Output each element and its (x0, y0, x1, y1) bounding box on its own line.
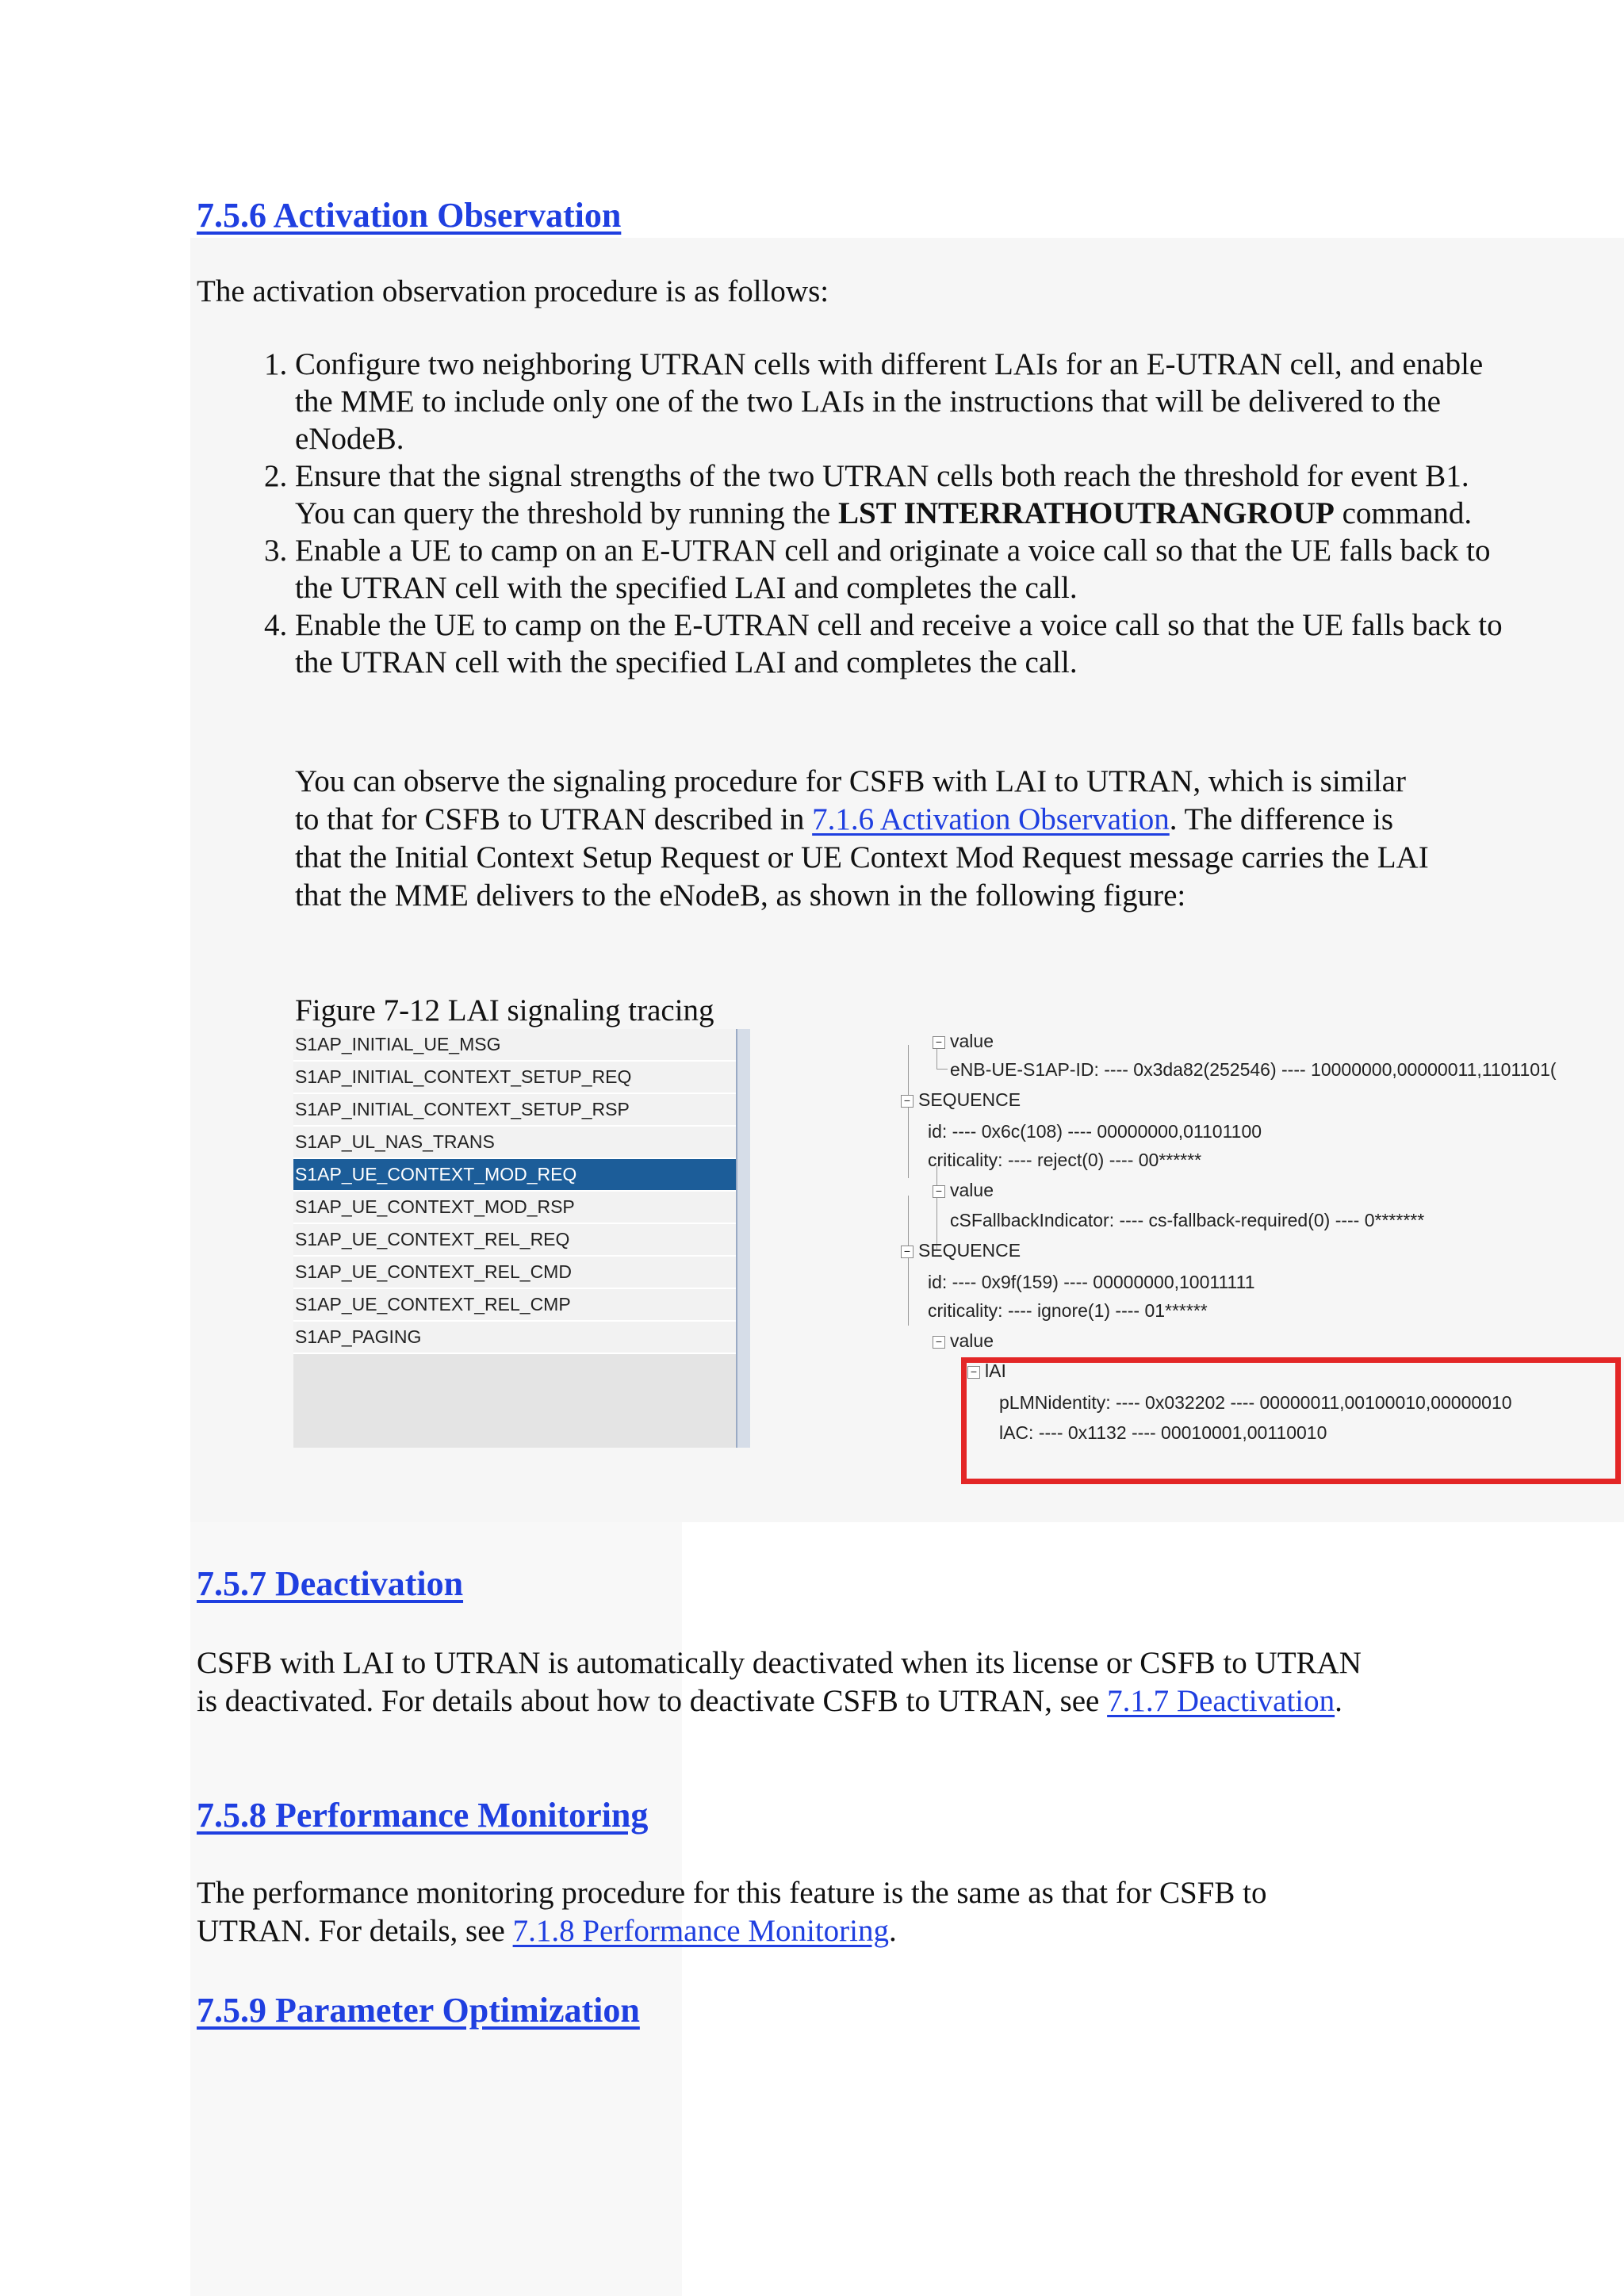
tree-node-label: eNB-UE-S1AP-ID: ---- 0x3da82(252546) ---- 10000000,00000011,1101101( (950, 1059, 1557, 1080)
tree-node-label: lAI (985, 1360, 1006, 1381)
message-row-selected[interactable]: S1AP_UE_CONTEXT_MOD_REQ (293, 1159, 736, 1192)
tree-node-label: cSFallbackIndicator: ---- cs-fallback-required(0) ---- 0******* (950, 1210, 1425, 1230)
heading-parameter-optimization[interactable]: 7.5.9 Parameter Optimization (197, 1991, 640, 2030)
heading-activation-observation[interactable]: 7.5.6 Activation Observation (197, 196, 622, 235)
paragraph-text: The performance monitoring procedure for this feature is the same as that for CSFB to UTRAN. For details, see (197, 1876, 1267, 1948)
paragraph-text: . The difference is that the Initial Context Setup Request or UE Context Mod Request message carries the LAI that the MME delivers to the eNodeB, as shown in the following figure: (295, 802, 1429, 913)
collapse-icon[interactable]: − (967, 1366, 980, 1379)
tree-connector (936, 1069, 948, 1070)
collapse-icon[interactable]: − (933, 1336, 945, 1349)
collapse-icon[interactable]: − (933, 1185, 945, 1198)
tree-node (928, 1269, 1255, 1295)
step-text: Ensure that the signal strengths of the two UTRAN cells both reach the threshold for event B1. You can query the threshold by running the (295, 459, 1469, 530)
heading-deactivation[interactable]: 7.5.7 Deactivation (197, 1564, 464, 1603)
tree-node (950, 1207, 1424, 1234)
link-7-1-6[interactable]: 7.1.6 Activation Observation (812, 802, 1170, 836)
message-row[interactable]: S1AP_PAGING (293, 1322, 736, 1354)
message-row[interactable]: S1AP_UL_NAS_TRANS (293, 1127, 736, 1159)
paragraph-text: . (889, 1914, 897, 1948)
message-row[interactable]: S1AP_UE_CONTEXT_REL_REQ (293, 1224, 736, 1257)
tree-node[interactable] (933, 1327, 994, 1354)
tree-node-label: criticality: ---- reject(0) ---- 00****** (928, 1150, 1202, 1170)
tree-node-label: id: ---- 0x6c(108) ---- 00000000,01101100 (928, 1121, 1262, 1142)
collapse-icon[interactable]: − (901, 1246, 914, 1258)
tree-node-label: pLMNidentity: ---- 0x032202 ---- 00000011,00100010,00000010 (999, 1392, 1512, 1413)
paragraph-text: . (1335, 1684, 1342, 1718)
lai-highlight-box (961, 1357, 1621, 1484)
performance-paragraph (197, 1874, 1354, 1950)
message-list-scrollbar[interactable] (736, 1029, 750, 1448)
tree-node-label: criticality: ---- ignore(1) ---- 01****** (928, 1300, 1208, 1321)
tree-node (928, 1146, 1201, 1173)
deactivation-paragraph (197, 1644, 1362, 1720)
list-item: 1. Configure two neighboring UTRAN cells with different LAIs for an E-UTRAN cell, and enable the MME to include only one of the two LAIs in the instructions that will be delivered to the eNodeB. (295, 346, 1516, 457)
tree-node-label: lAC: ---- 0x1132 ---- 00010001,00110010 (999, 1422, 1327, 1443)
figure-caption: Figure 7-12 LAI signaling tracing (295, 993, 714, 1027)
collapse-icon[interactable]: − (933, 1036, 945, 1049)
tree-node-label: SEQUENCE (918, 1240, 1021, 1261)
tree-node-label: value (950, 1180, 994, 1200)
tree-node-label: id: ---- 0x9f(159) ---- 00000000,10011111 (928, 1272, 1255, 1292)
list-item (295, 457, 1516, 532)
message-row[interactable]: S1AP_INITIAL_CONTEXT_SETUP_REQ (293, 1062, 736, 1094)
list-item: 3. Enable a UE to camp on an E-UTRAN cell and originate a voice call so that the UE falls back to the UTRAN cell with the specified LAI and completes the call. (295, 532, 1516, 607)
collapse-icon[interactable]: − (901, 1095, 914, 1108)
link-7-1-8[interactable]: 7.1.8 Performance Monitoring (512, 1914, 890, 1948)
tree-node (928, 1118, 1262, 1145)
paragraph-text: You can observe the signaling procedure for CSFB with LAI to UTRAN, which is similar to that for CSFB to UTRAN described in (295, 764, 1406, 836)
tree-node[interactable] (901, 1237, 1021, 1264)
command-name: LST INTERRATHOUTRANGROUP (837, 496, 1335, 530)
intro-paragraph: The activation observation procedure is as follows: (197, 274, 829, 308)
tree-node (950, 1056, 1557, 1083)
message-row[interactable]: S1AP_INITIAL_UE_MSG (293, 1029, 736, 1062)
message-row[interactable]: S1AP_UE_CONTEXT_REL_CMP (293, 1289, 736, 1322)
tree-node-label: SEQUENCE (918, 1089, 1021, 1110)
link-7-1-7[interactable]: 7.1.7 Deactivation (1107, 1684, 1335, 1718)
observation-paragraph (295, 763, 1437, 915)
message-row[interactable]: S1AP_INITIAL_CONTEXT_SETUP_RSP (293, 1094, 736, 1127)
tree-node (928, 1297, 1208, 1324)
message-row[interactable]: S1AP_UE_CONTEXT_REL_CMD (293, 1257, 736, 1289)
tree-node-label: value (950, 1330, 994, 1351)
message-row[interactable]: S1AP_UE_CONTEXT_MOD_RSP (293, 1192, 736, 1224)
heading-performance-monitoring[interactable]: 7.5.8 Performance Monitoring (197, 1796, 649, 1835)
tree-node[interactable] (933, 1177, 994, 1203)
step-text: command. (1334, 496, 1473, 530)
procedure-steps (198, 346, 1516, 681)
message-list-panel (293, 1029, 749, 1448)
tree-node[interactable] (933, 1027, 994, 1054)
paragraph-text: CSFB with LAI to UTRAN is automatically deactivated when its license or CSFB to UTRAN is deactivated. For details about how to deactivate CSFB to UTRAN, see (197, 1646, 1362, 1718)
tree-node[interactable] (901, 1086, 1021, 1113)
message-list (293, 1029, 736, 1354)
tree-node-label: value (950, 1031, 994, 1051)
list-item: 4. Enable the UE to camp on the E-UTRAN cell and receive a voice call so that the UE falls back to the UTRAN cell with the specified LAI and completes the call. (295, 607, 1516, 681)
